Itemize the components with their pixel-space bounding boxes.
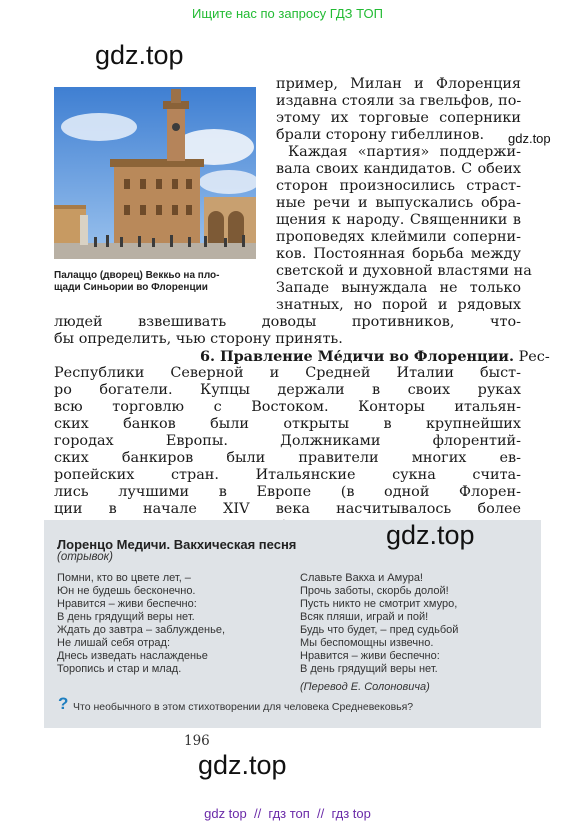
top-banner: Ищите нас по запросу ГДЗ ТОП (192, 6, 383, 21)
text-line: знатных, но порой и рядовых (276, 297, 521, 313)
text-line (200, 348, 550, 366)
text-line: Каждая «партия» поддержи- (288, 144, 521, 160)
poem-subtitle: (отрывок) (57, 551, 113, 563)
poem-line: Юн не будешь бесконечно. (57, 585, 196, 597)
poem-line: Ждать до завтра – заблужденье, (57, 624, 226, 636)
poem-line: Не лишай себя отрад: (57, 637, 171, 649)
watermark: gdz.top (198, 750, 287, 780)
poem-line: Нравится – живи беспечно: (57, 598, 197, 610)
poem-right-column (300, 572, 458, 676)
text-line: этому их торговые соперники (276, 110, 521, 126)
footer-links: gdz top // гдз топ // гдз top (204, 806, 371, 821)
text-line: ков. Постоянная борьба между (276, 246, 521, 262)
translator-credit: (Перевод Е. Солоновича) (300, 681, 430, 693)
text-line: Республики Северной и Средней Италии быст- (54, 365, 521, 381)
text-line: лись лучшими в Европе (в одной Флорен- (54, 484, 521, 500)
text-line: вала своих кандидатов. С обеих (276, 161, 521, 177)
page-number: 196 (184, 733, 210, 749)
question-mark-icon: ? (58, 694, 69, 713)
text-line: ских банков были открыты в крупнейших (54, 416, 521, 432)
watermark-small: gdz.top (508, 131, 551, 146)
palazzo-photo (54, 87, 256, 259)
poem-line: Славьте Вакха и Амура! (300, 572, 423, 584)
poem-title: Лоренцо Медичи. Вакхическая песня (57, 537, 297, 552)
poem-line: Всяк пляши, играй и пой! (300, 611, 429, 623)
text-line: брали сторону гибеллинов. (276, 127, 485, 143)
photo-caption (54, 270, 260, 294)
text-line: щения к народу. Священники в (276, 212, 521, 228)
text-line: ные речи и выпускались обра- (276, 195, 521, 211)
poem-line: Пусть никто не смотрит хмуро, (300, 598, 458, 610)
poem-box-bottom (44, 722, 541, 728)
question-text: Что необычного в этом стихотворении для человека Средневековья? (73, 701, 414, 713)
poem-line: В день грядущий веры нет. (300, 663, 438, 675)
text-line: пример, Милан и Флоренция (276, 76, 521, 92)
text-line: бы определить, чью сторону принять. (54, 331, 343, 347)
text-fragment: Рес- (518, 349, 550, 365)
text-line: людей взвешивать доводы противников, что- (54, 314, 521, 330)
text-line: Западе вынуждала не только (276, 280, 521, 296)
poem-line: Будь что будет, – пред судьбой (300, 624, 459, 636)
text-line: ро богатели. Купцы держали в своих руках (54, 382, 521, 398)
poem-line: Прочь заботы, скорбь долой! (300, 585, 449, 597)
poem-line: Нравится – живи беспечно: (300, 650, 440, 662)
section-heading: 6. Правление Ме́дичи во Флоренции. (200, 348, 514, 365)
text-line: проповедях клеймили соперни- (276, 229, 521, 245)
watermark: gdz.top (95, 40, 184, 70)
text-line: ропейских стран. Итальянские сукна счита- (54, 467, 521, 483)
text-line: ции в начале XIV века насчитывалось более (54, 501, 521, 517)
watermark: gdz.top (386, 520, 475, 550)
text-line: сторон произносились страст- (276, 178, 521, 194)
text-line: всю торговлю с Востоком. Конторы итальян- (54, 399, 521, 415)
poem-line: Днесь изведать наслажденье (57, 650, 208, 662)
text-line: светской и духовной властями на (276, 263, 532, 279)
text-line: ских банкиров были правители многих ев- (54, 450, 521, 466)
poem-line: Торопись и стар и млад. (57, 663, 182, 675)
caption-line: щади Синьории во Флоренции (54, 282, 208, 293)
poem-left-column (57, 572, 225, 676)
caption-line: Палаццо (дворец) Веккьо на пло- (54, 270, 220, 281)
poem-line: Помни, кто во цвете лет, – (57, 572, 191, 584)
poem-line: Мы беспомощны извечно. (300, 637, 434, 649)
text-line: городах Европы. Должниками флорентий- (54, 433, 521, 449)
text-line: издавна стояли за гвельфов, по- (276, 93, 522, 109)
poem-line: В день грядущий веры нет. (57, 611, 195, 623)
